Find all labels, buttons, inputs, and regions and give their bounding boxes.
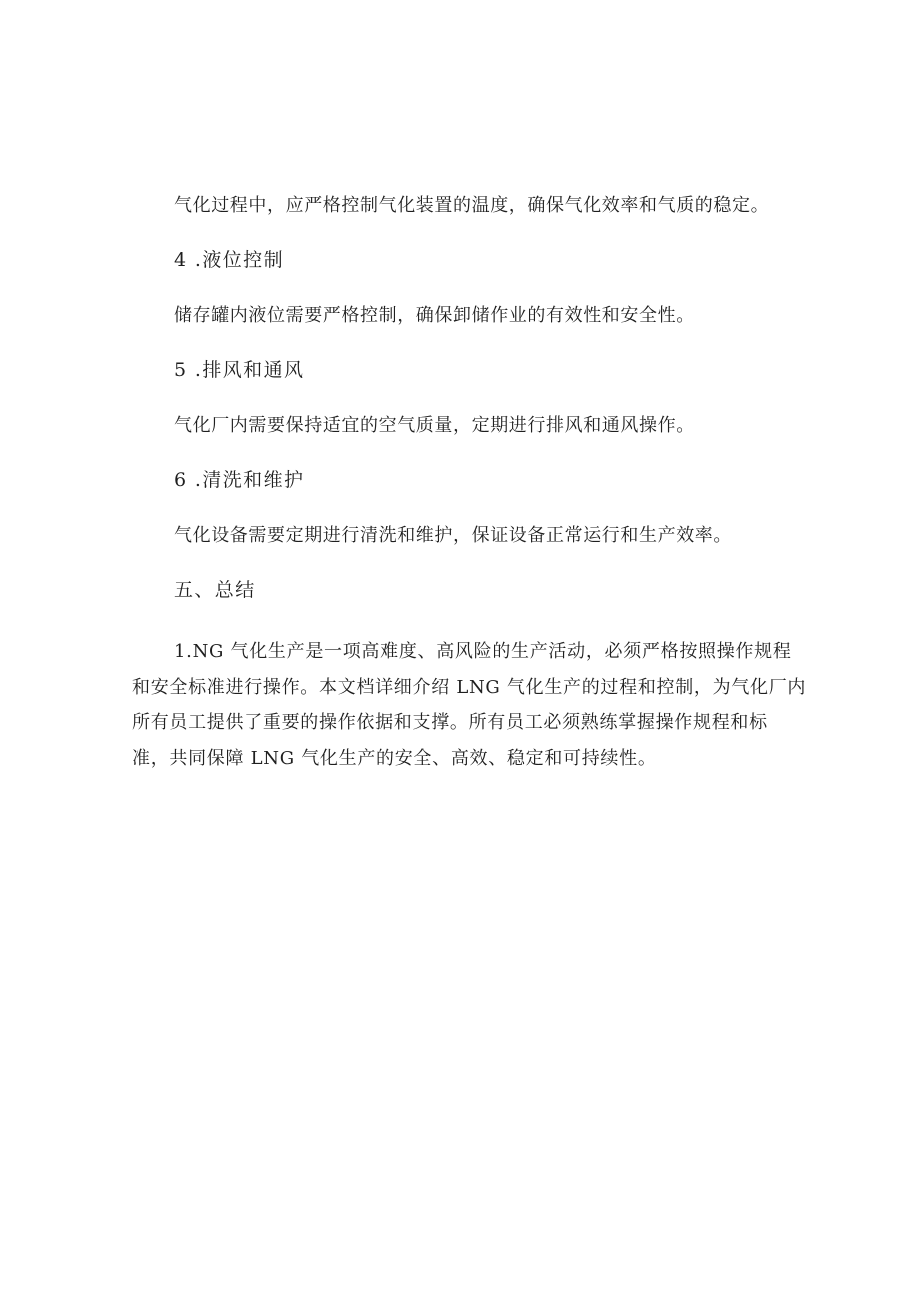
heading-ventilation: 5 .排风和通风 (174, 359, 305, 381)
paragraph-level-control: 储存罐内液位需要严格控制，确保卸储作业的有效性和安全性。 (174, 305, 695, 326)
summary-line: 准，共同保障 LNG 气化生产的安全、高效、稳定和可持续性。 (132, 747, 657, 769)
paragraph-maintenance: 气化设备需要定期进行清洗和维护，保证设备正常运行和生产效率。 (174, 525, 732, 546)
heading-cleaning-maintenance: 6 .清洗和维护 (174, 469, 305, 491)
summary-line: 和安全标准进行操作。本文档详细介绍 LNG 气化生产的过程和控制，为气化厂内 (132, 676, 807, 698)
paragraph-vaporization-temperature: 气化过程中，应严格控制气化装置的温度，确保气化效率和气质的稳定。 (174, 195, 770, 216)
paragraph-ventilation: 气化厂内需要保持适宜的空气质量，定期进行排风和通风操作。 (174, 415, 695, 436)
section-summary-title: 五、总结 (174, 579, 256, 601)
summary-line: 所有员工提供了重要的操作依据和支撑。所有员工必须熟练掌握操作规程和标 (132, 712, 768, 733)
summary-paragraph (132, 634, 812, 776)
heading-level-control: 4 .液位控制 (174, 249, 284, 271)
summary-line: 1.NG 气化生产是一项高难度、高风险的生产活动，必须严格按照操作规程 (174, 641, 792, 662)
